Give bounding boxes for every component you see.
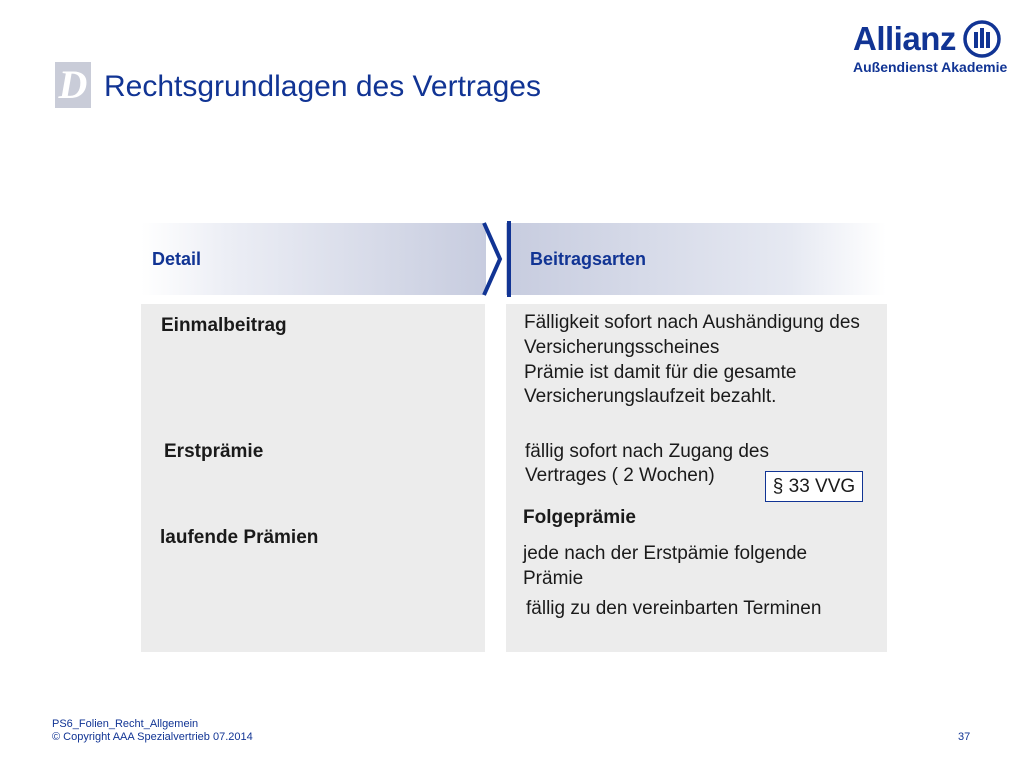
allianz-eagle-icon bbox=[963, 20, 1001, 58]
label-einmalbeitrag: Einmalbeitrag bbox=[161, 315, 287, 336]
text-faelligkeit-line2: Versicherungsscheines bbox=[524, 337, 720, 358]
text-termine: fällig zu den vereinbarten Terminen bbox=[526, 598, 822, 619]
text-folge-line1: jede nach der Erstpämie folgende bbox=[523, 543, 808, 564]
text-praemie-line2: Versicherungslaufzeit bezahlt. bbox=[524, 386, 777, 407]
text-zugang-line1: fällig sofort nach Zugang des bbox=[525, 441, 769, 462]
band-label-detail: Detail bbox=[152, 249, 202, 269]
page-number: 37 bbox=[958, 731, 971, 743]
page-title: Rechtsgrundlagen des Vertrages bbox=[104, 70, 541, 103]
left-panel bbox=[141, 304, 485, 652]
footer-copyright: © Copyright AAA Spezialvertrieb 07.2014 bbox=[52, 731, 253, 743]
text-folge-line2: Prämie bbox=[523, 568, 584, 589]
label-folgepraemie: Folgeprämie bbox=[523, 507, 636, 528]
label-laufende-praemien: laufende Prämien bbox=[160, 527, 319, 548]
footer-filename: PS6_Folien_Recht_Allgemein bbox=[52, 718, 199, 730]
text-faelligkeit-line1: Fälligkeit sofort nach Aushändigung des bbox=[524, 312, 860, 333]
allianz-logo-text: Allianz bbox=[853, 20, 956, 57]
label-erstpraemie: Erstprämie bbox=[164, 441, 264, 462]
section-badge: D bbox=[55, 62, 91, 108]
text-zugang-line2: Vertrages ( 2 Wochen) bbox=[525, 465, 715, 486]
band-label-beitragsarten: Beitragsarten bbox=[530, 249, 647, 269]
logo-subtitle: Außendienst Akademie bbox=[853, 59, 1008, 75]
text-praemie-line1: Prämie ist damit für die gesamte bbox=[524, 362, 797, 383]
chevron-right-icon bbox=[480, 221, 514, 297]
vvg-reference-box: § 33 VVG bbox=[765, 471, 863, 502]
